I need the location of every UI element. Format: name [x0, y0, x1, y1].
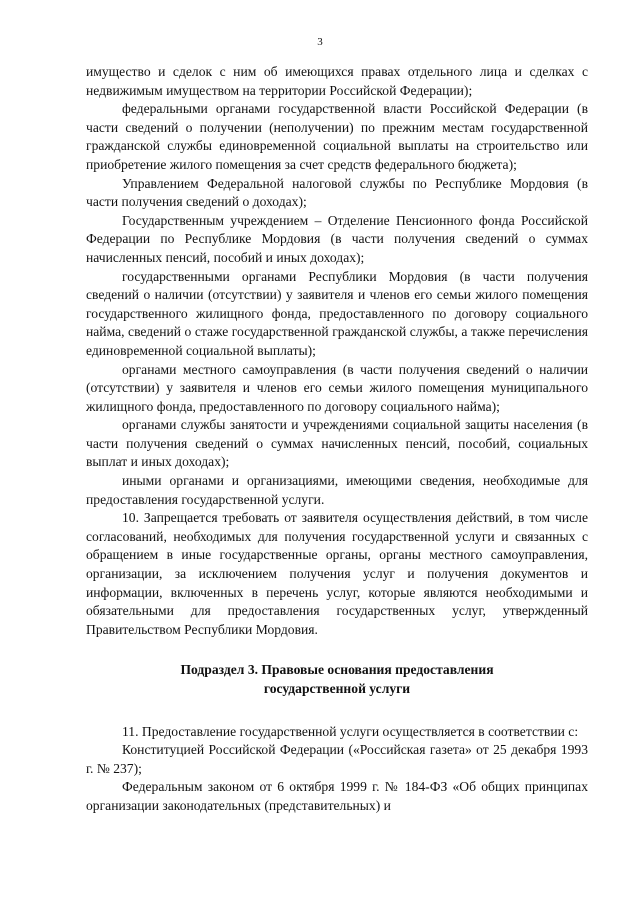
paragraph-constitution: Конституцией Российской Федерации («Российская газета» от 25 декабря 1993 г. № 237); — [86, 742, 588, 776]
paragraph-employment-service: органами службы занятости и учреждениями социальной защиты населения (в части получения сведений о суммах начисленных пенсий, пособий, социальных выплат и иных доходах); — [86, 417, 588, 470]
page-number: 3 — [317, 36, 323, 48]
paragraph-other-organs: иными органами и организациями, имеющими сведения, необходимые для предоставления государственной услуги. — [86, 473, 588, 507]
paragraph-tax-service: Управлением Федеральной налоговой службы по Республике Мордовия (в части получения сведений о доходах); — [86, 175, 588, 210]
paragraph-state-organs: государственными органами Республики Мордовия (в части получения сведений о наличии (отсутствии) у заявителя и членов его семьи жилого помещения государственного жилищного фонда, предоставленного по договору социального найма, сведений о стаже государственной гражданской службы, а также перечисления единовременной социальной выплаты); — [86, 268, 588, 358]
paragraph-item-10: 10. Запрещается требовать от заявителя осуществления действий, в том числе согласований, необходимых для получения государственной услуги и связанных с обращением в иные государственные органы, органы местного самоуправления, организации, за исключением получения услуг и получения документов и информации, включенных в перечень услуг, которые являются необходимыми и обязательными для предоставления государственных услуг, утвержденный Правительством Республики Мордовия. — [86, 510, 588, 637]
paragraph-local-government: органами местного самоуправления (в части получения сведений о наличии (отсутствии) у заявителя и членов его семьи жилого помещения муниципального жилищного фонда, предоставленного по договору социального найма); — [86, 361, 588, 414]
section-heading — [86, 661, 588, 698]
paragraph-pension-fund: Государственным учреждением – Отделение Пенсионного фонда Российской Федерации по Республике Мордовия (в части получения сведений о суммах начисленных пенсий, пособий и иных доходах); — [86, 212, 588, 265]
paragraph-federal-organs: федеральными органами государственной власти Российской Федерации (в части сведений о получении (неполучении) по прежним местам государственной гражданской службы единовременной социальной выплаты на строительство или приобретение жилого помещения за счет средств федерального бюджета); — [86, 101, 588, 172]
document-body — [86, 63, 588, 816]
section-heading-line-2: государственной услуги — [263, 681, 411, 696]
paragraph-continuation: имущество и сделок с ним об имеющихся правах отдельного лица и сделках с недвижимым имуществом на территории Российской Федерации); — [86, 64, 588, 98]
paragraph-federal-law: Федеральным законом от 6 октября 1999 г. № 184-ФЗ «Об общих принципах организации законодательных (представительных) и — [86, 779, 588, 813]
paragraph-item-11: 11. Предоставление государственной услуги осуществляется в соответствии с: — [122, 723, 579, 739]
section-heading-line-1: Подраздел 3. Правовые основания предоставления — [180, 662, 494, 678]
